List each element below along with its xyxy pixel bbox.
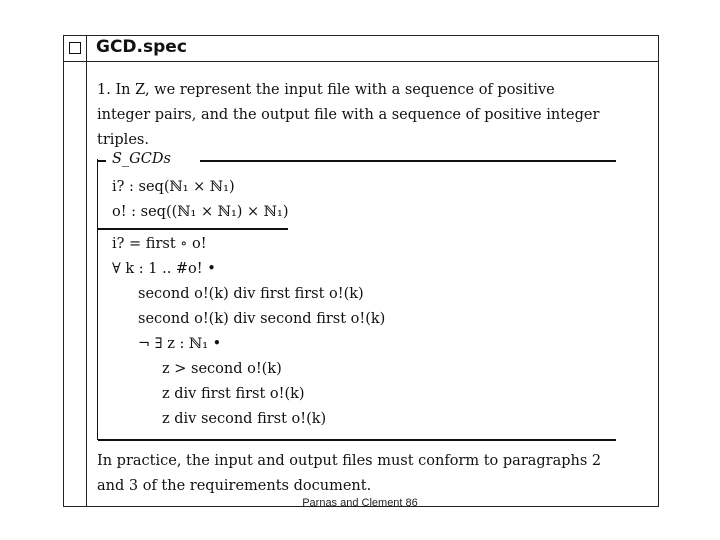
predicate-line: z div second first o!(k) [162,411,327,427]
schema-name: S_GCDs [112,151,171,167]
title-row [64,36,658,62]
schema-top-rule-right [200,160,616,162]
outro-paragraph [97,449,652,499]
z-schema-box [97,151,616,440]
schema-divider [98,228,288,230]
outro-line: and 3 of the requirements document. [97,478,372,494]
intro-line: 1. In Z, we represent the input file with a sequence of positive [97,82,555,98]
checkbox[interactable] [69,42,81,54]
predicate-line: second o!(k) div second first o!(k) [138,311,386,327]
predicate-line: ¬ ∃ z : ℕ₁ • [138,336,222,352]
predicate-line: ∀ k : 1 .. #o! • [112,261,216,277]
intro-line: triples. [97,132,149,148]
left-margin-line [86,36,87,506]
schema-top-rule-left [98,160,106,162]
declaration-line: o! : seq((ℕ₁ × ℕ₁) × ℕ₁) [112,204,289,220]
predicate-line: z > second o!(k) [162,361,282,377]
predicate-line: i? = first ∘ o! [112,236,207,252]
intro-paragraph [97,78,652,153]
predicate-line: z div first first o!(k) [162,386,305,402]
declaration-line: i? : seq(ℕ₁ × ℕ₁) [112,179,235,195]
predicate-line: second o!(k) div first first o!(k) [138,286,364,302]
spec-frame [63,35,659,507]
intro-line: integer pairs, and the output file with a sequence of positive integer [97,107,600,123]
footer-citation: Parnas and Clement 86 [302,497,418,509]
spec-title: GCD.spec [96,37,187,57]
schema-bottom-rule [98,439,616,441]
outro-line: In practice, the input and output files must conform to paragraphs 2 [97,453,602,469]
